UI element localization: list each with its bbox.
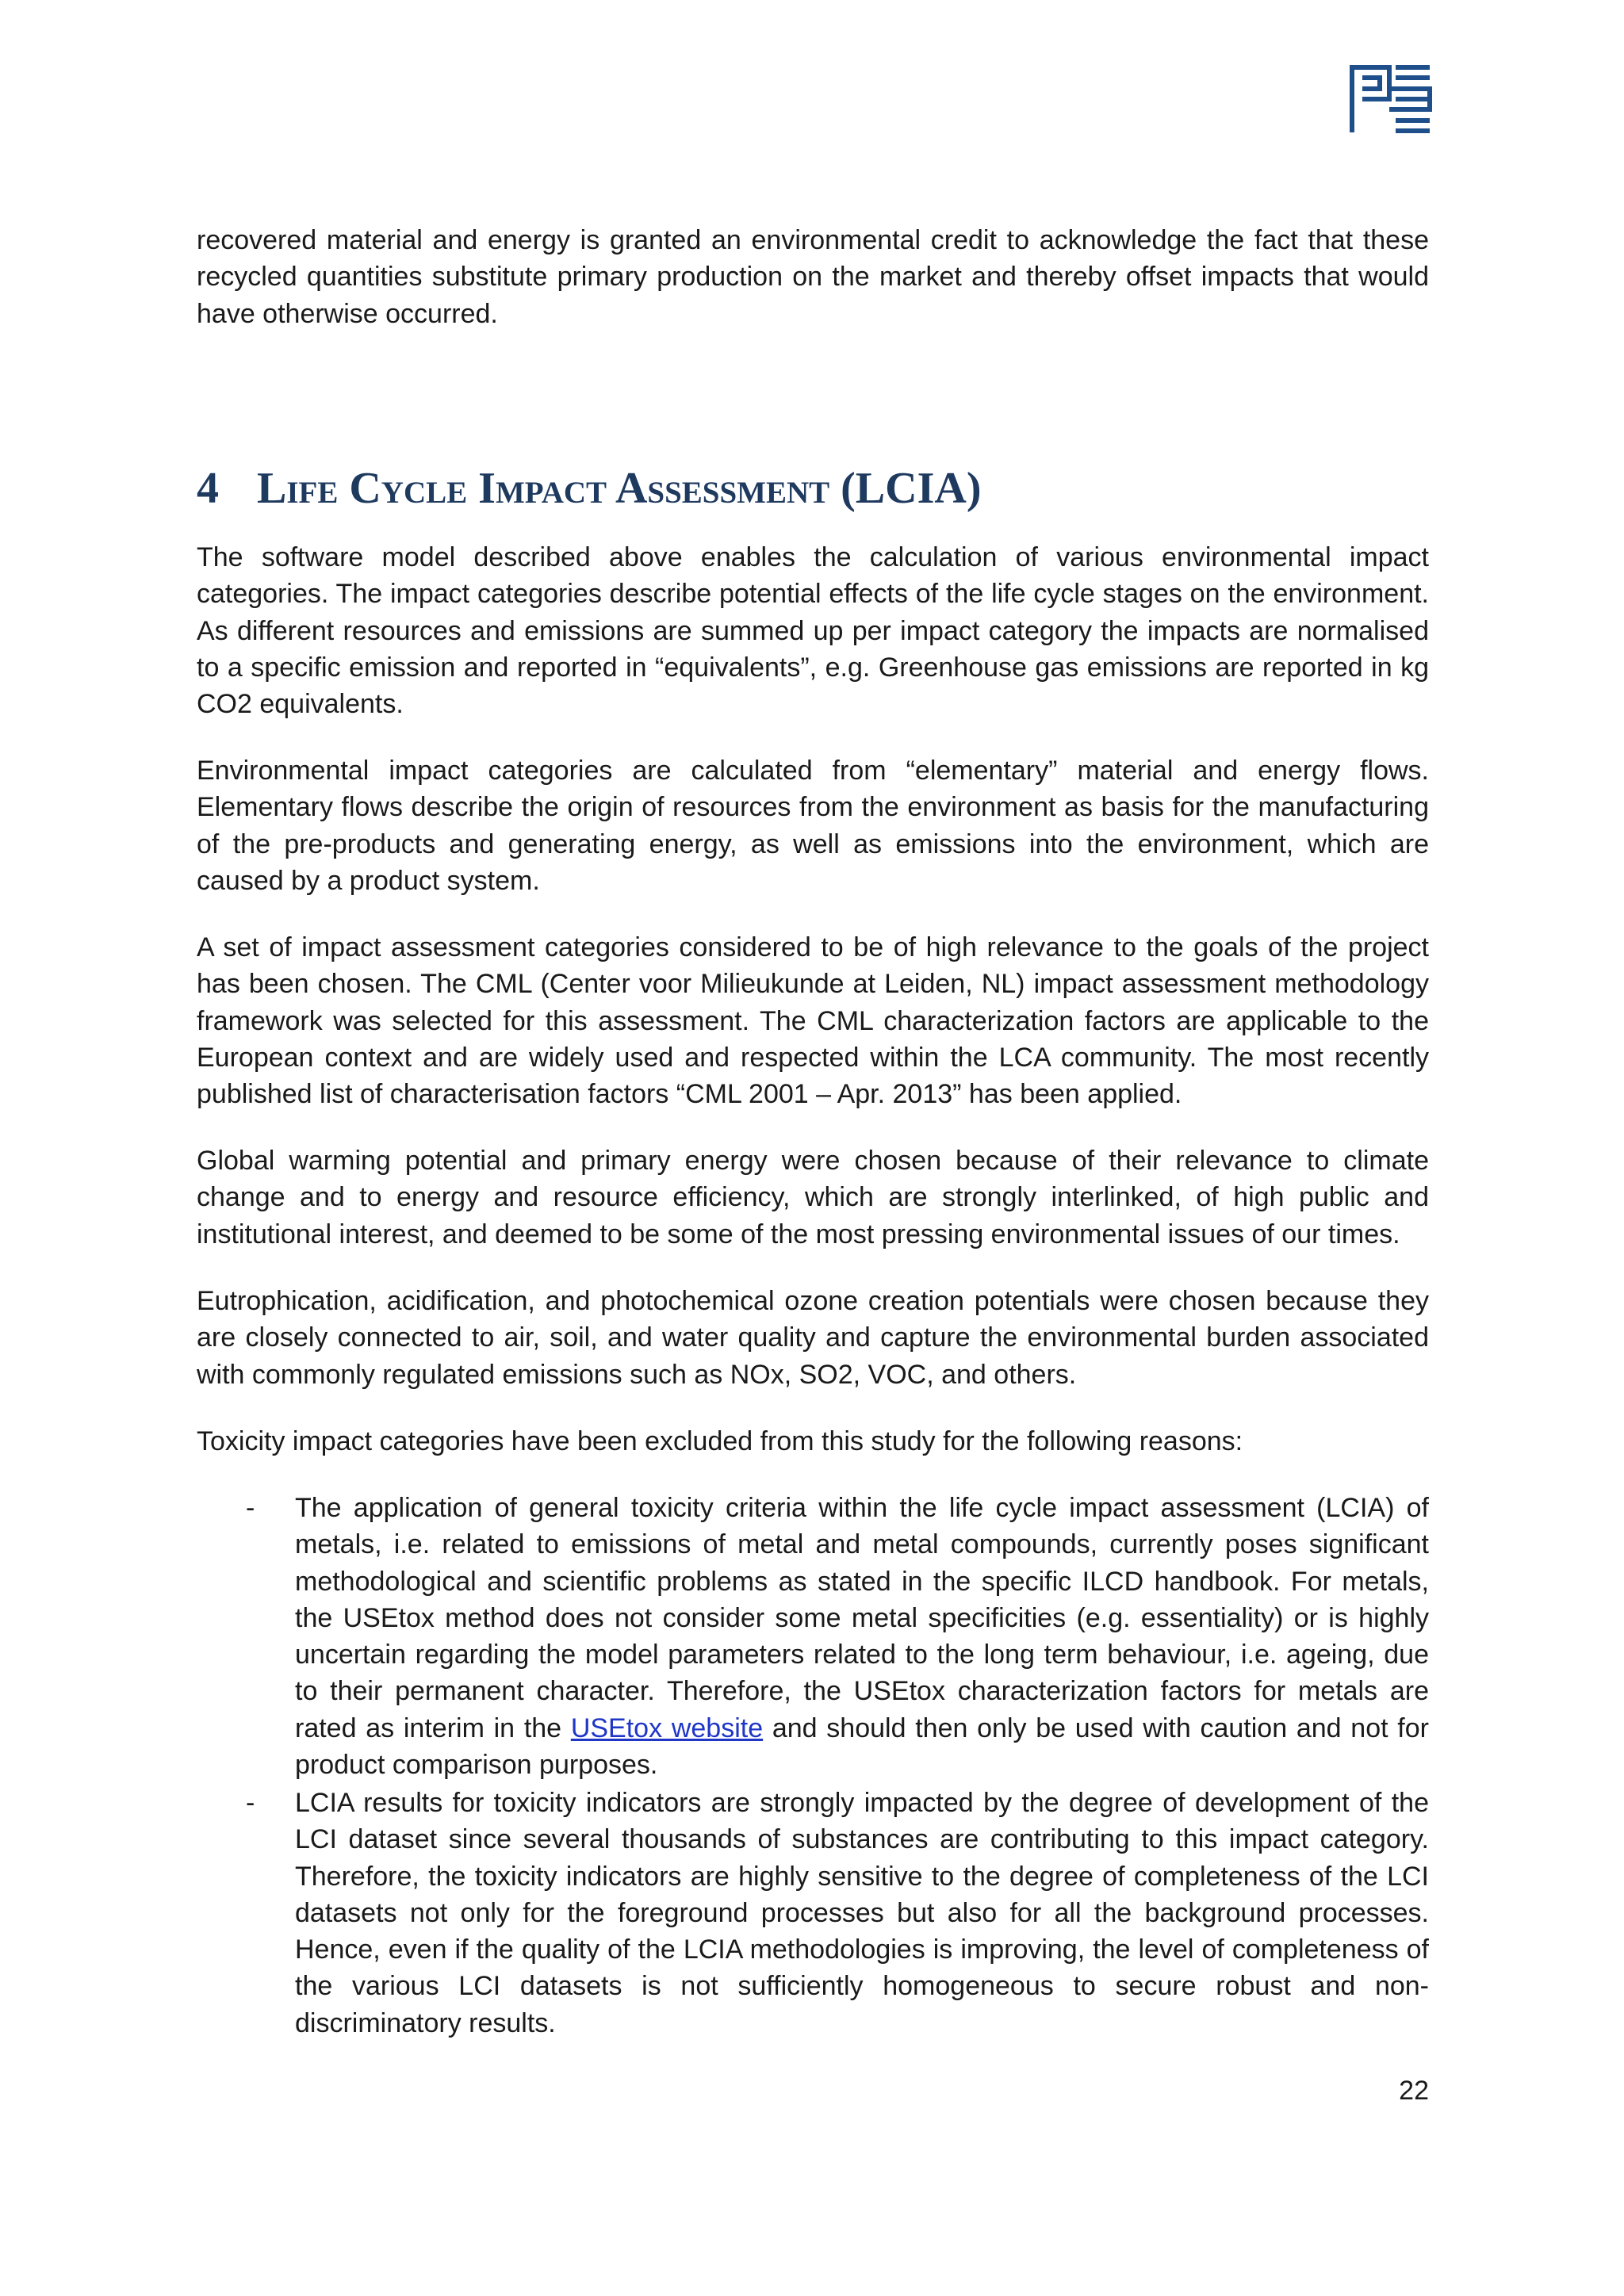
pe-logo-icon <box>1348 63 1434 135</box>
bullet-dash: - <box>246 1788 255 1818</box>
paragraph-toxicity-intro: Toxicity impact categories have been excluded from this study for the following reasons: <box>197 1426 1243 1456</box>
section-number: 4 <box>197 464 219 513</box>
paragraph-eutrophication: Eutrophication, acidification, and photochemical ozone creation potentials were chosen because they are closely connected to air, soil, and water quality and capture the environmental burden associated with commonly regulated emissions such as NOx, SO2, VOC, and others. <box>197 1286 1429 1390</box>
section-title: Life Cycle Impact Assessment (LCIA) <box>257 464 982 513</box>
usetox-website-link[interactable]: USEtox website <box>570 1712 764 1743</box>
section-heading <box>197 463 1434 514</box>
paragraph-global-warming: Global warming potential and primary energy were chosen because of their relevance to climate change and to energy and resource efficiency, which are strongly interlinked, of high public and institutional interest, and deemed to be some of the most pressing environmental issues of our times. <box>197 1146 1429 1249</box>
paragraph-elementary-flows: Environmental impact categories are calculated from “elementary” material and energy flows. Elementary flows describe the origin of resources from the environment as basis for the manufacturing of the pre-products and generating energy, as well as emissions into the environment, which are caused by a product system. <box>197 756 1429 896</box>
paragraph-cml-methodology: A set of impact assessment categories considered to be of high relevance to the goals of the project has been chosen. The CML (Center voor Milieukunde at Leiden, NL) impact assessment methodology framework was selected for this assessment. The CML characterization factors are applicable to the European context and are widely used and respected within the LCA community. The most recently published list of characterisation factors “CML 2001 – Apr. 2013” has been applied. <box>197 932 1429 1110</box>
bullet-text-lci: LCIA results for toxicity indicators are strongly impacted by the degree of development of the LCI dataset since several thousands of substances are contributing to this impact category. Therefore, the toxicity indicators are highly sensitive to the degree of completeness of the LCI datasets not only for the foreground processes but also for all the background processes. Hence, even if the quality of the LCIA methodologies is improving, the level of completeness of the various LCI datasets is not sufficiently homogeneous to secure robust and non-discriminatory results. <box>295 1788 1429 2038</box>
intro-paragraph: recovered material and energy is granted an environmental credit to acknowledge the fact that these recycled quantities substitute primary production on the market and thereby offset impacts that would have otherwise occurred. <box>197 225 1429 329</box>
bullet-text-metals: The application of general toxicity criteria within the life cycle impact assessment (LCIA) of metals, i.e. related to emissions of metal and metal compounds, currently poses significant methodological and scientific problems as stated in the specific ILCD handbook. For metals, the USEtox method does not consider some metal specificities (e.g. essentiality) or is highly uncertain regarding the model parameters related to the long term behaviour, i.e. ageing, due to their permanent character. Therefore, the USEtox characterization factors for metals are rated as interim in the USEtox website and should then only be used with caution and not for product comparison purposes. <box>295 1493 1429 1781</box>
bullet-dash: - <box>246 1493 255 1523</box>
paragraph-impact-categories: The software model described above enables the calculation of various environmental impact categories. The impact categories describe potential effects of the life cycle stages on the environment. As different resources and emissions are summed up per impact category the impacts are normalised to a specific emission and reported in “equivalents”, e.g. Greenhouse gas emissions are reported in kg CO2 equivalents. <box>197 542 1429 720</box>
page-number: 22 <box>1399 2076 1429 2106</box>
